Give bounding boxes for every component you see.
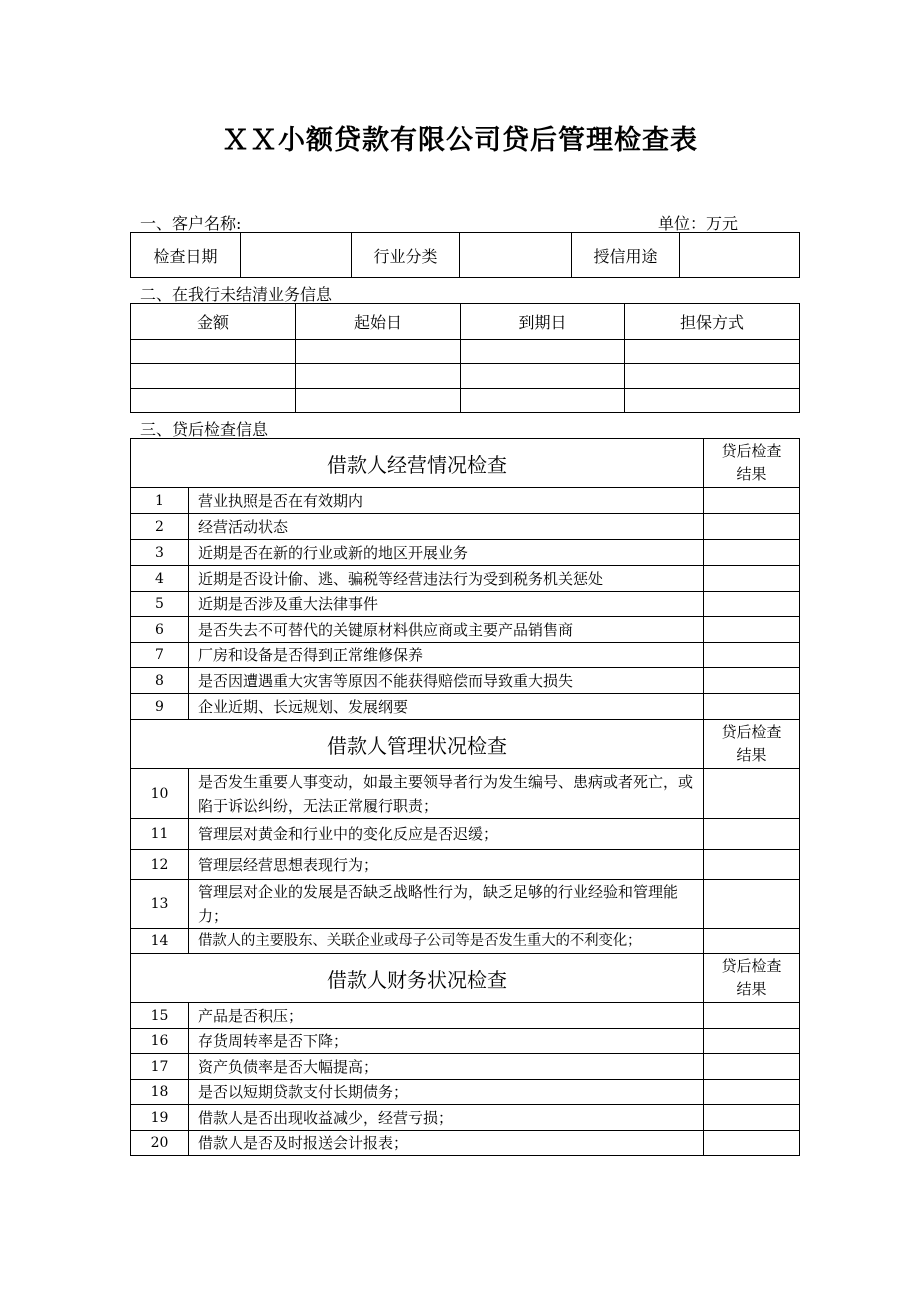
item-number: 3: [131, 540, 189, 566]
table-cell[interactable]: [461, 364, 625, 389]
item-number: 14: [131, 929, 189, 954]
post-loan-check-table: [130, 438, 800, 1156]
item-number: 19: [131, 1105, 189, 1131]
item-text: 管理层对黄金和行业中的变化反应是否迟缓；: [189, 819, 704, 850]
result-cell[interactable]: [704, 1029, 800, 1054]
result-cell[interactable]: [704, 488, 800, 514]
item-text: 产品是否积压；: [189, 1003, 704, 1029]
section-heading-management: 借款人管理状况检查: [131, 720, 704, 769]
item-number: 4: [131, 566, 189, 592]
table-cell[interactable]: [625, 340, 800, 364]
item-number: 9: [131, 694, 189, 720]
table-row: [131, 566, 800, 592]
section3-label: 三、贷后检查信息: [140, 420, 269, 439]
table-row: [131, 850, 800, 880]
field-label-check-date: 检查日期: [131, 233, 241, 278]
result-cell[interactable]: [704, 1105, 800, 1131]
result-cell[interactable]: [704, 1054, 800, 1080]
result-cell[interactable]: [704, 769, 800, 819]
table-row: [131, 340, 800, 364]
table-cell[interactable]: [296, 364, 461, 389]
field-label-credit-purpose: 授信用途: [572, 233, 680, 278]
table-cell[interactable]: [131, 389, 296, 413]
check-date-value[interactable]: [241, 233, 352, 278]
table-row: [131, 617, 800, 643]
item-number: 17: [131, 1054, 189, 1080]
item-number: 2: [131, 514, 189, 540]
table-row: [131, 1131, 800, 1156]
section-heading-operations: 借款人经营情况检查: [131, 439, 704, 488]
table-row: [131, 880, 800, 929]
item-text: 是否失去不可替代的关键原材料供应商或主要产品销售商: [189, 617, 704, 643]
table-row: [131, 592, 800, 617]
header-guarantee: 担保方式: [625, 304, 800, 340]
result-cell[interactable]: [704, 1080, 800, 1105]
result-cell[interactable]: [704, 819, 800, 850]
item-text: 近期是否设计偷、逃、骗税等经营违法行为受到税务机关惩处: [189, 566, 704, 592]
result-header: 贷后检查 结果: [704, 720, 800, 769]
item-text: 管理层经营思想表现行为；: [189, 850, 704, 880]
table-cell[interactable]: [131, 340, 296, 364]
table-cell[interactable]: [625, 364, 800, 389]
table-row: [131, 540, 800, 566]
result-cell[interactable]: [704, 1131, 800, 1156]
credit-purpose-value[interactable]: [680, 233, 800, 278]
unit-label: 单位：万元: [658, 214, 739, 233]
item-text: 近期是否在新的行业或新的地区开展业务: [189, 540, 704, 566]
result-cell[interactable]: [704, 694, 800, 720]
item-number: 6: [131, 617, 189, 643]
customer-info-table: [130, 232, 800, 278]
table-row: [131, 1080, 800, 1105]
table-cell[interactable]: [461, 340, 625, 364]
section-heading-finance: 借款人财务状况检查: [131, 954, 704, 1003]
result-cell[interactable]: [704, 643, 800, 668]
item-text: 借款人是否及时报送会计报表；: [189, 1131, 704, 1156]
header-amount: 金额: [131, 304, 296, 340]
field-label-industry: 行业分类: [352, 233, 460, 278]
table-row: [131, 769, 800, 819]
section2-label: 二、在我行未结清业务信息: [140, 285, 333, 304]
table-row: [131, 364, 800, 389]
header-start-date: 起始日: [296, 304, 461, 340]
header-due-date: 到期日: [461, 304, 625, 340]
item-number: 7: [131, 643, 189, 668]
table-row: [131, 1029, 800, 1054]
item-text: 厂房和设备是否得到正常维修保养: [189, 643, 704, 668]
item-number: 5: [131, 592, 189, 617]
result-header: 贷后检查 结果: [704, 439, 800, 488]
result-cell[interactable]: [704, 929, 800, 954]
item-text: 企业近期、长远规划、发展纲要: [189, 694, 704, 720]
table-cell[interactable]: [296, 340, 461, 364]
item-text: 资产负债率是否大幅提高；: [189, 1054, 704, 1080]
item-text: 借款人是否出现收益减少，经营亏损；: [189, 1105, 704, 1131]
table-row: [131, 389, 800, 413]
item-number: 16: [131, 1029, 189, 1054]
table-row: [131, 1003, 800, 1029]
item-number: 20: [131, 1131, 189, 1156]
table-row: [131, 1054, 800, 1080]
item-text: 营业执照是否在有效期内: [189, 488, 704, 514]
item-text: 是否因遭遇重大灾害等原因不能获得赔偿而导致重大损失: [189, 668, 704, 694]
item-number: 10: [131, 769, 189, 819]
item-text: 管理层对企业的发展是否缺乏战略性行为，缺乏足够的行业经验和管理能力；: [189, 880, 704, 929]
table-cell[interactable]: [461, 389, 625, 413]
result-cell[interactable]: [704, 514, 800, 540]
item-number: 12: [131, 850, 189, 880]
item-text: 近期是否涉及重大法律事件: [189, 592, 704, 617]
table-row: [131, 819, 800, 850]
item-number: 11: [131, 819, 189, 850]
item-number: 18: [131, 1080, 189, 1105]
item-number: 15: [131, 1003, 189, 1029]
item-text: 借款人的主要股东、关联企业或母子公司等是否发生重大的不利变化；: [189, 929, 704, 954]
result-cell[interactable]: [704, 566, 800, 592]
table-row: [131, 929, 800, 954]
table-cell[interactable]: [625, 389, 800, 413]
table-cell[interactable]: [296, 389, 461, 413]
item-number: 13: [131, 880, 189, 929]
section1-label: 一、客户名称:: [140, 214, 242, 233]
result-cell[interactable]: [704, 850, 800, 880]
outstanding-business-table: [130, 303, 800, 413]
item-text: 是否以短期贷款支付长期债务；: [189, 1080, 704, 1105]
item-number: 1: [131, 488, 189, 514]
industry-value[interactable]: [460, 233, 572, 278]
table-row: [131, 668, 800, 694]
table-row: [131, 514, 800, 540]
result-cell[interactable]: [704, 668, 800, 694]
result-cell[interactable]: [704, 880, 800, 929]
item-text: 经营活动状态: [189, 514, 704, 540]
item-number: 8: [131, 668, 189, 694]
result-cell[interactable]: [704, 617, 800, 643]
table-cell[interactable]: [131, 364, 296, 389]
item-text: 是否发生重要人事变动，如最主要领导者行为发生编号、患病或者死亡，或陷于诉讼纠纷，无法正常履行职责；: [189, 769, 704, 819]
page-title: ＸＸ小额贷款有限公司贷后管理检查表: [222, 125, 698, 156]
table-row: [131, 488, 800, 514]
result-cell[interactable]: [704, 592, 800, 617]
table-row: [131, 1105, 800, 1131]
result-cell[interactable]: [704, 540, 800, 566]
result-header: 贷后检查 结果: [704, 954, 800, 1003]
item-text: 存货周转率是否下降；: [189, 1029, 704, 1054]
table-row: [131, 694, 800, 720]
result-cell[interactable]: [704, 1003, 800, 1029]
table-row: [131, 643, 800, 668]
